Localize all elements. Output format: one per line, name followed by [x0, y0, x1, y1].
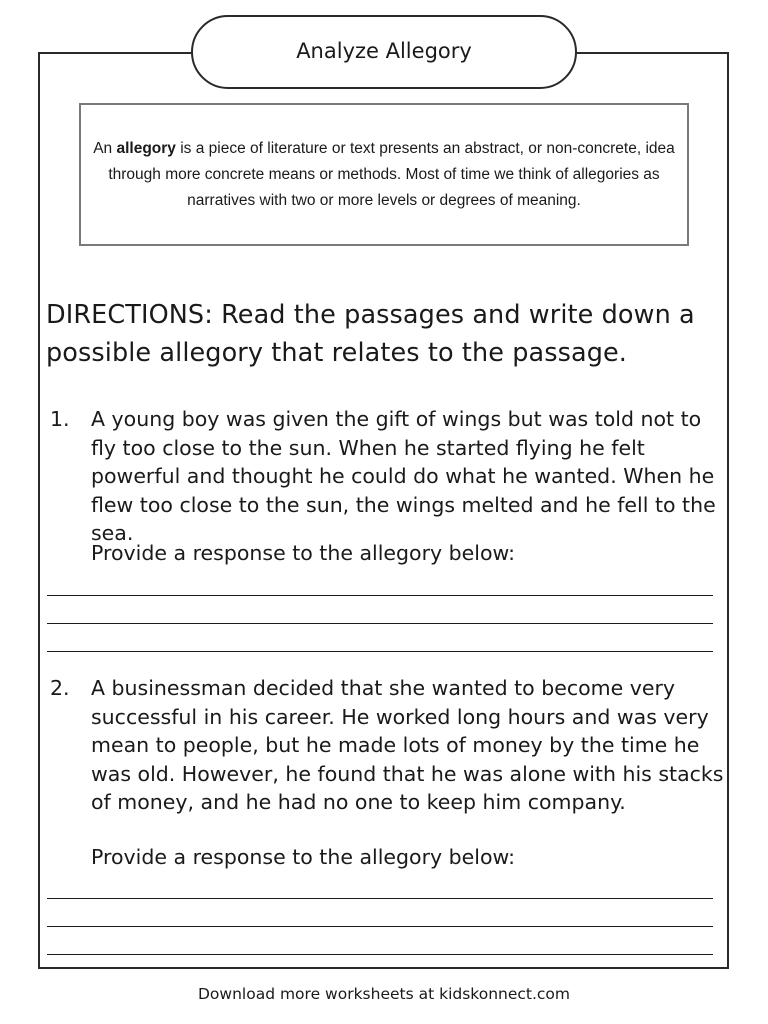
definition-body: is a piece of literature or text presents an abstract, or non-concrete, idea through more concrete means or methods. Most of time we think of allegories as narratives with two or more levels or degrees of meaning. — [108, 139, 675, 209]
answer-line[interactable] — [47, 898, 713, 899]
answer-line[interactable] — [47, 595, 713, 596]
directions-heading: DIRECTIONS: Read the passages and write down a possible allegory that relates to the passage. — [46, 300, 695, 368]
footer-text: Download more worksheets at kidskonnect.com — [197, 985, 571, 1003]
answer-line[interactable] — [47, 926, 713, 927]
passage-number: 1. — [50, 407, 70, 431]
passage-text: A businessman decided that she wanted to become very successful in his career. He worked long hours and was very mean to people, but he made lots of money by the time he was old. However, he found that he was alone with his stacks of money, and he had no one to keep him company. — [91, 676, 724, 814]
response-prompt-1: Provide a response to the allegory below: — [91, 541, 516, 565]
passage-number: 2. — [50, 676, 70, 700]
definition-term: allegory — [116, 139, 176, 157]
definition-text — [93, 136, 675, 214]
passage-text: A young boy was given the gift of wings but was told not to fly too close to the sun. When he started flying he felt powerful and thought he could do what he wanted. When he flew too close to the sun, the wings melted and he fell to the sea. — [91, 407, 716, 545]
definition-box — [79, 103, 689, 246]
answer-line[interactable] — [47, 954, 713, 955]
response-prompt-2: Provide a response to the allegory below: — [91, 845, 516, 869]
answer-line[interactable] — [47, 651, 713, 652]
answer-line[interactable] — [47, 623, 713, 624]
definition-prefix: An — [93, 139, 117, 157]
worksheet-title — [191, 15, 577, 89]
worksheet-title-text: Analyze Allegory — [296, 39, 472, 63]
passage-item-2 — [46, 674, 726, 817]
passage-item-1 — [46, 405, 726, 548]
